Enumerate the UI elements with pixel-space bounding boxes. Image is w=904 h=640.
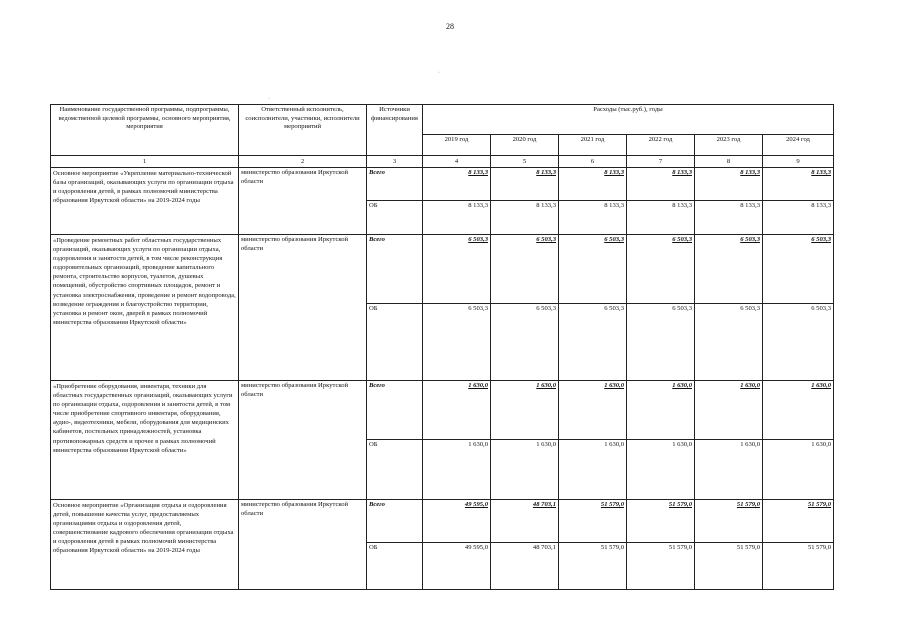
header-executor-col: Ответственный исполнитель, соисполнители, участники, исполнители мероприятий [239, 105, 367, 156]
source-ob-label: ОБ [367, 543, 423, 590]
ob-value: 51 579,0 [695, 543, 763, 590]
total-value: 51 579,0 [695, 500, 763, 543]
total-value: 6 503,3 [423, 235, 491, 304]
table-row [51, 235, 834, 304]
total-value: 6 503,3 [627, 235, 695, 304]
total-value: 1 630,0 [763, 381, 834, 440]
total-value: 8 133,3 [491, 168, 559, 201]
year-header: 2024 год [763, 135, 834, 156]
ob-value: 8 133,3 [559, 201, 627, 235]
header-source-col: Источники финансирования [367, 105, 423, 156]
year-header: 2023 год [695, 135, 763, 156]
column-index: 8 [695, 156, 763, 168]
ob-value: 49 595,0 [423, 543, 491, 590]
total-value: 6 503,3 [763, 235, 834, 304]
ob-value: 51 579,0 [763, 543, 834, 590]
column-index: 2 [239, 156, 367, 168]
ob-value: 8 133,3 [423, 201, 491, 235]
source-ob-label: ОБ [367, 440, 423, 500]
ob-value: 1 630,0 [423, 440, 491, 500]
ob-value: 1 630,0 [559, 440, 627, 500]
column-index-row [51, 156, 834, 168]
table-row [51, 500, 834, 543]
measure-name: «Проведение ремонтных работ областных государственных организаций, оказывающих услуги по организации отдыха, оздоровления и занятости детей, в том числе реконструкция оздоровительных организаций, проведение капитального ремонта, строительство корпусов, туалетов, душевых помещений, обустройство спортивных площадок, ремонт и установка электроснабжения, проведение и ремонт водопровода, возведение ограждения и благоустройство территории, установка и ремонт окон, дверей в рамках полномочий министерства образования Иркутской области» [51, 235, 239, 381]
ob-value: 8 133,3 [695, 201, 763, 235]
year-header: 2019 год [423, 135, 491, 156]
source-ob-label: ОБ [367, 304, 423, 381]
total-value: 1 630,0 [559, 381, 627, 440]
table-header-row [51, 105, 834, 135]
source-total-label: Всего [367, 500, 423, 543]
ob-value: 6 503,3 [763, 304, 834, 381]
source-total-label: Всего [367, 235, 423, 304]
column-index: 1 [51, 156, 239, 168]
ob-value: 8 133,3 [763, 201, 834, 235]
total-value: 48 703,1 [491, 500, 559, 543]
scan-speck: · [268, 96, 270, 102]
source-total-label: Всего [367, 168, 423, 201]
measure-executor: министерство образования Иркутской области [239, 235, 367, 381]
ob-value: 48 703,1 [491, 543, 559, 590]
ob-value: 8 133,3 [491, 201, 559, 235]
measure-name: Основное мероприятие «Организация отдыха и оздоровления детей, повышение качества услуг, предоставляемых организациями отдыха и оздоровления детей, совершенствование кадрового обеспечения организации отдыха и оздоровления детей в рамках полномочий министерства образования Иркутской области» на 2019-2024 годы [51, 500, 239, 590]
total-value: 8 133,3 [559, 168, 627, 201]
ob-value: 1 630,0 [763, 440, 834, 500]
measure-executor: министерство образования Иркутской области [239, 168, 367, 235]
budget-table [50, 104, 834, 590]
year-header: 2022 год [627, 135, 695, 156]
total-value: 6 503,3 [491, 235, 559, 304]
measure-executor: министерство образования Иркутской области [239, 381, 367, 500]
ob-value: 6 503,3 [695, 304, 763, 381]
measure-executor: министерство образования Иркутской области [239, 500, 367, 590]
column-index: 5 [491, 156, 559, 168]
column-index: 6 [559, 156, 627, 168]
column-index: 9 [763, 156, 834, 168]
ob-value: 1 630,0 [627, 440, 695, 500]
ob-value: 6 503,3 [627, 304, 695, 381]
total-value: 8 133,3 [763, 168, 834, 201]
total-value: 8 133,3 [627, 168, 695, 201]
total-value: 51 579,0 [763, 500, 834, 543]
year-header: 2020 год [491, 135, 559, 156]
ob-value: 6 503,3 [559, 304, 627, 381]
total-value: 51 579,0 [559, 500, 627, 543]
column-index: 4 [423, 156, 491, 168]
ob-value: 1 630,0 [491, 440, 559, 500]
column-index: 3 [367, 156, 423, 168]
header-name-col: Наименование государственной программы, подпрограммы, ведомственной целевой программы, основного мероприятия, мероприятия [51, 105, 239, 156]
total-value: 1 630,0 [627, 381, 695, 440]
total-value: 1 630,0 [695, 381, 763, 440]
ob-value: 6 503,3 [491, 304, 559, 381]
total-value: 1 630,0 [423, 381, 491, 440]
total-value: 51 579,0 [627, 500, 695, 543]
page-number: 28 [446, 22, 454, 31]
scan-speck: · [438, 70, 440, 76]
year-header: 2021 год [559, 135, 627, 156]
column-index: 7 [627, 156, 695, 168]
measure-name: Основное мероприятие «Укрепление материально-технической базы организаций, оказывающих услуги по организации отдыха и оздоровления детей, в рамках полномочий министерства образования Иркутской области» на 2019-2024 годы [51, 168, 239, 235]
total-value: 8 133,3 [423, 168, 491, 201]
ob-value: 1 630,0 [695, 440, 763, 500]
total-value: 1 630,0 [491, 381, 559, 440]
ob-value: 51 579,0 [559, 543, 627, 590]
source-total-label: Всего [367, 381, 423, 440]
header-expenses-col: Расходы (тыс.руб.), годы [423, 105, 834, 135]
table-row [51, 381, 834, 440]
total-value: 6 503,3 [695, 235, 763, 304]
ob-value: 51 579,0 [627, 543, 695, 590]
ob-value: 8 133,3 [627, 201, 695, 235]
ob-value: 6 503,3 [423, 304, 491, 381]
measure-name: «Приобретение оборудования, инвентаря, техники для областных государственных организаций, оказывающих услуги по организации отдыха, оздоровления и занятости детей, в том числе приобретение спортивного инвентаря, оборудования, аудио-, видеотехники, мебели, оборудования для медицинских кабинетов, постельных принадлежностей, установка противопожарных средств и прочее в рамках полномочий министерства образования Иркутской области» [51, 381, 239, 500]
table-row [51, 168, 834, 201]
total-value: 6 503,3 [559, 235, 627, 304]
source-ob-label: ОБ [367, 201, 423, 235]
total-value: 8 133,3 [695, 168, 763, 201]
total-value: 49 595,0 [423, 500, 491, 543]
